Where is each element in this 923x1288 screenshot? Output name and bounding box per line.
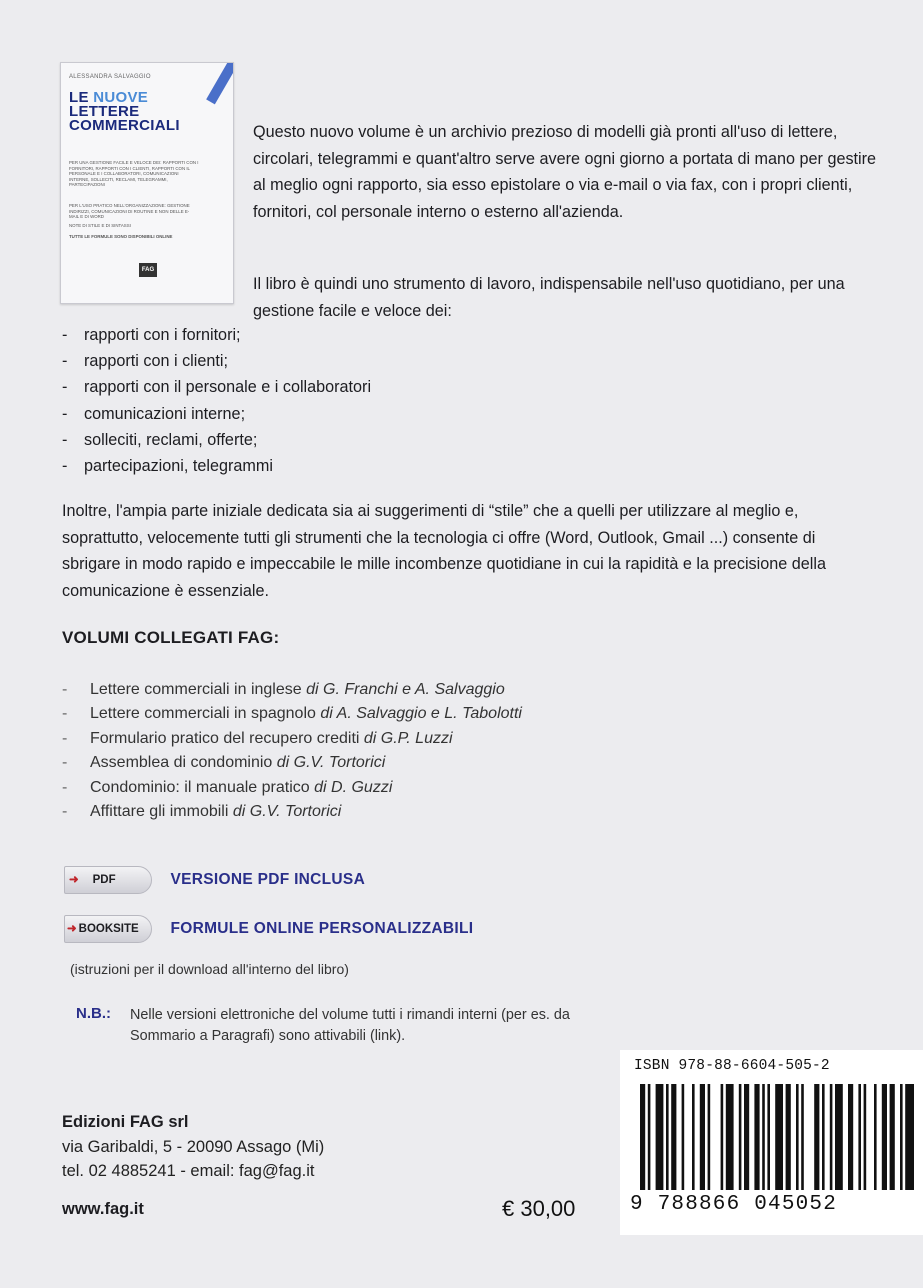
booksite-feature-row — [64, 915, 473, 943]
cover-title-nuove: NUOVE — [93, 89, 149, 106]
cover-blurb-3: NOTE DI STILE E DI SINTASSI — [69, 223, 131, 228]
barcode-bar — [814, 1084, 819, 1190]
barcode-bar — [786, 1084, 791, 1190]
list-item: - Condominio: il manuale pratico di D. Guzzi — [62, 778, 393, 796]
cover-publisher-logo: FAG — [139, 263, 157, 277]
list-item: - rapporti con i fornitori; — [62, 326, 241, 344]
arrow-right-icon: ➜ — [67, 923, 77, 935]
barcode-bar — [835, 1084, 843, 1190]
barcode-bar — [882, 1084, 887, 1190]
list-item: - Lettere commerciali in spagnolo di A. Salvaggio e L. Tabolotti — [62, 705, 522, 723]
cover-title-le: LE — [69, 89, 94, 106]
ean-digits: 9 788866 045052 — [630, 1193, 838, 1216]
barcode-bar — [900, 1084, 903, 1190]
publisher-contact: tel. 02 4885241 - email: fag@fag.it — [62, 1162, 315, 1180]
list-item: - rapporti con il personale e i collaboratori — [62, 378, 372, 397]
list-item: - comunicazioni interne; — [62, 404, 246, 423]
barcode-bar — [640, 1084, 645, 1190]
barcode-bar — [767, 1084, 770, 1190]
barcode-bar — [762, 1084, 765, 1190]
list-item: - Lettere commerciali in inglese di G. Franchi e A. Salvaggio — [62, 681, 505, 698]
barcode-bar — [726, 1084, 734, 1190]
barcode-bar — [666, 1084, 669, 1190]
barcode-bar — [648, 1084, 651, 1190]
publisher-block — [62, 1109, 324, 1183]
publisher-name: Edizioni FAG srl — [62, 1113, 189, 1131]
publisher-address: via Garibaldi, 5 - 20090 Assago (Mi) — [62, 1138, 325, 1156]
barcode-bar — [822, 1084, 825, 1190]
pdf-tag: ➜ PDF — [64, 866, 152, 894]
list-item: - rapporti con i clienti; — [62, 352, 228, 371]
list-item: - partecipazioni, telegrammi — [62, 457, 273, 476]
barcode-bar — [721, 1084, 724, 1190]
book-cover-thumbnail — [60, 62, 234, 304]
barcode-bar — [905, 1084, 914, 1190]
nb-label: N.B.: — [76, 1005, 111, 1022]
booksite-feature-label: FORMULE ONLINE PERSONALIZZABILI — [170, 920, 474, 937]
barcode-bar — [692, 1084, 695, 1190]
list-item: - Affittare gli immobili di G.V. Tortorici — [62, 803, 342, 821]
price: € 30,00 — [502, 1196, 576, 1221]
barcode-bar — [864, 1084, 867, 1190]
pdf-feature-label: VERSIONE PDF INCLUSA — [170, 871, 366, 888]
list-item: - Assemblea di condominio di G.V. Tortorici — [62, 754, 386, 772]
nb-text: Nelle versioni elettroniche del volume tutti i rimandi interni (per es. da Sommario a Paragrafi) sono attivabili (link). — [130, 1007, 570, 1044]
cover-title-lettere: LETTERE — [69, 103, 140, 120]
cover-title-commerciali: COMMERCIALI — [69, 117, 180, 134]
barcode-bar — [744, 1084, 749, 1190]
publisher-website: www.fag.it — [62, 1200, 144, 1218]
barcode-bar — [671, 1084, 676, 1190]
barcode-bar — [848, 1084, 853, 1190]
barcode-bar — [874, 1084, 877, 1190]
cover-title — [69, 91, 180, 133]
pdf-feature-row — [64, 866, 365, 894]
list-item: - Formulario pratico del recupero crediti di G.P. Luzzi — [62, 729, 453, 747]
barcode-bar — [708, 1084, 711, 1190]
barcode-bar — [754, 1084, 759, 1190]
cover-blurb-1: PER UNA GESTIONE FACILE E VELOCE DEI: RAPPORTI CON I FORNITORI, RAPPORTI CON I CLIENTI, RAPPORTI CON IL PERSONALE E I COLLABORATORI, COMUNICAZIONI INTERNE, SOLLECITI, RECLAMI, TELEGRAMMI, PARTECIPAZIONI — [69, 160, 199, 187]
barcode-bar — [656, 1084, 664, 1190]
barcode-bar — [796, 1084, 799, 1190]
related-volumes-list — [62, 678, 522, 824]
isbn-number: ISBN 978-88-6604-505-2 — [634, 1058, 830, 1074]
cover-blurb-2: PER L'USO PRATICO NELL'ORGANIZZAZIONE: GESTIONE INDIRIZZI, COMUNICAZIONI DI ROUTINE E NON DELLE E-MAIL E DI WORD — [69, 203, 190, 219]
cover-blurb-4: TUTTE LE FORMULE SONO DISPONIBILI ONLINE — [69, 234, 173, 239]
list-item: - solleciti, reclami, offerte; — [62, 430, 258, 449]
cover-ribbon — [206, 62, 234, 104]
barcode-bar — [682, 1084, 685, 1190]
uses-list — [62, 322, 622, 479]
barcode-bar — [739, 1084, 742, 1190]
arrow-right-icon: ➜ — [69, 874, 79, 886]
barcode-bar — [775, 1084, 783, 1190]
barcode-bar — [830, 1084, 833, 1190]
related-volumes-heading: VOLUMI COLLEGATI FAG: — [62, 628, 280, 647]
download-note: (istruzioni per il download all'interno del libro) — [70, 961, 349, 977]
cover-author: ALESSANDRA SALVAGGIO — [69, 74, 151, 80]
style-paragraph: Inoltre, l'ampia parte iniziale dedicata sia ai suggerimenti di “stile” che a quelli per utilizzare al meglio e, soprattutto, velocemente tutti gli strumenti che la tecnologia ci offre (Word, Outlook, Gmail ...) consente di sbrigare in modo rapido e impeccabile le mille incombenze quotidiane in cui la rapidità e la precisione della comunicazione è essenziale. — [62, 502, 826, 600]
booksite-tag: ➜ BOOKSITE — [64, 915, 152, 943]
intro-paragraph: Questo nuovo volume è un archivio prezioso di modelli già pronti all'uso di lettere, circolari, telegrammi e quant'altro serve avere ogni giorno a portata di mano per gestire al meglio ogni rapporto, sia esso epistolare o via e-mail o via fax, con i propri clienti, fornitori, col personale interno o esterno all'azienda. — [253, 123, 877, 221]
barcode-bar — [700, 1084, 705, 1190]
barcode-bar — [801, 1084, 804, 1190]
barcode-area — [620, 1050, 923, 1235]
barcode-bar — [858, 1084, 861, 1190]
barcode-icon — [630, 1084, 914, 1192]
intro-paragraph-2: Il libro è quindi uno strumento di lavoro, indispensabile nell'uso quotidiano, per una gestione facile e veloce dei: — [253, 275, 845, 320]
barcode-bar — [890, 1084, 895, 1190]
